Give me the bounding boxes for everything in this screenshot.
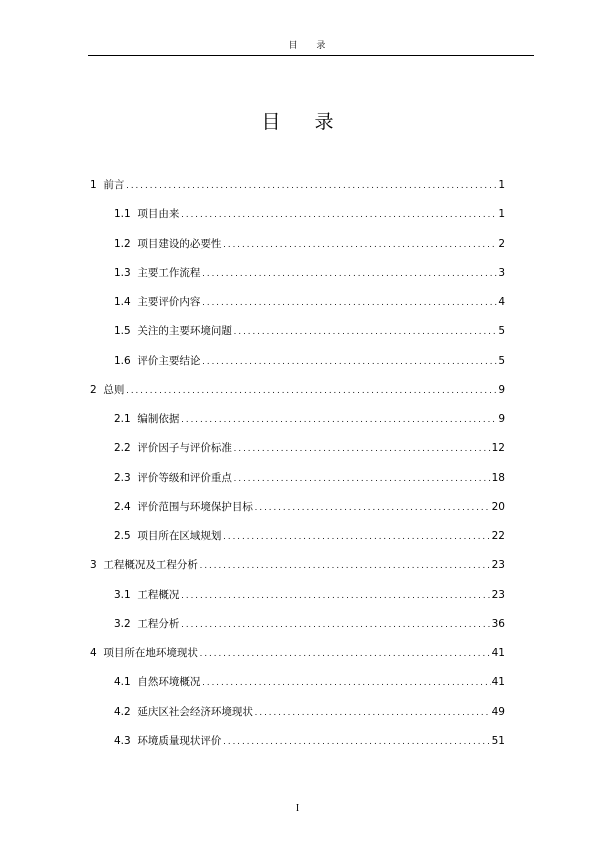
toc-entry-label: 编制依据: [137, 413, 180, 425]
toc-entry[interactable]: [90, 734, 505, 763]
toc-entry[interactable]: [90, 588, 505, 617]
toc-entry-number: 1.3: [114, 266, 131, 279]
toc-entry-title: [90, 178, 124, 192]
toc-entry-label: 工程概况: [137, 588, 180, 601]
toc-entry[interactable]: [90, 705, 505, 734]
toc-entry[interactable]: [90, 471, 505, 500]
toc-entry[interactable]: [90, 646, 505, 675]
document-title: 目 录: [261, 111, 348, 133]
toc-entry-number: 1.1: [114, 208, 131, 221]
toc-entry-label: 前言: [103, 179, 125, 191]
toc-entry-number: 4: [90, 647, 97, 659]
toc-entry-label: 自然环境概况: [137, 676, 201, 689]
toc-entry-number: 2.2: [114, 442, 131, 455]
toc-entry-number: 2.4: [114, 500, 131, 513]
toc-dot-leader: [180, 589, 490, 603]
toc-entry-page: 23: [491, 588, 505, 601]
toc-dot-leader: [201, 676, 490, 690]
toc-entry-title: [114, 471, 232, 485]
toc-entry-page: 1: [498, 179, 505, 191]
toc-entry-page: 22: [491, 530, 505, 542]
page-number: I: [295, 803, 300, 814]
toc-entry-title: [114, 705, 253, 719]
toc-entry-title: [90, 646, 198, 660]
toc-entry-page: 51: [491, 734, 505, 747]
toc-dot-leader: [199, 559, 491, 573]
toc-entry-label: 工程分析: [137, 617, 180, 630]
toc-entry-label: 主要评价内容: [137, 296, 201, 308]
toc-dot-leader: [201, 296, 497, 310]
toc-entry-number: 4.1: [114, 676, 131, 689]
toc-entry-number: 1.5: [114, 325, 131, 338]
toc-entry-title: [114, 237, 221, 251]
toc-entry-number: 2.1: [114, 413, 131, 425]
toc-entry-label: 项目所在区域规划: [137, 530, 222, 542]
toc-entry-label: 项目建设的必要性: [137, 237, 222, 250]
page-header: [88, 40, 534, 56]
table-of-contents: [90, 178, 505, 763]
toc-dot-leader: [233, 472, 491, 486]
toc-entry-page: 49: [491, 705, 505, 718]
page-header-text: 目 录: [288, 41, 334, 51]
toc-entry-page: 12: [491, 442, 505, 455]
toc-dot-leader: [125, 384, 497, 398]
toc-entry-number: 1.2: [114, 237, 131, 250]
toc-entry[interactable]: [90, 441, 505, 470]
toc-dot-leader: [199, 647, 491, 661]
toc-dot-leader: [180, 208, 497, 222]
toc-entry-number: 3.1: [114, 588, 131, 601]
toc-entry-page: 18: [491, 471, 505, 484]
toc-entry-number: 3: [90, 559, 97, 572]
toc-entry-label: 评价主要结论: [137, 354, 201, 367]
toc-entry-number: 3.2: [114, 617, 131, 630]
toc-entry-title: [114, 324, 232, 338]
toc-dot-leader: [125, 179, 497, 193]
toc-entry-title: [114, 617, 179, 631]
toc-dot-leader: [254, 501, 491, 515]
toc-entry-label: 环境质量现状评价: [137, 734, 222, 747]
toc-dot-leader: [201, 267, 497, 281]
toc-entry-page: 1: [498, 208, 505, 221]
toc-entry-title: [114, 441, 232, 455]
toc-entry[interactable]: [90, 207, 505, 236]
toc-entry-page: 9: [498, 383, 505, 396]
toc-entry-page: 20: [491, 500, 505, 513]
toc-entry-page: 41: [491, 647, 505, 659]
toc-entry-page: 2: [498, 237, 505, 250]
toc-entry-page: 4: [498, 296, 505, 308]
toc-entry[interactable]: [90, 237, 505, 266]
toc-entry[interactable]: [90, 324, 505, 353]
toc-entry-label: 工程概况及工程分析: [103, 559, 198, 572]
toc-entry-title: [90, 558, 198, 572]
toc-dot-leader: [222, 238, 497, 252]
toc-entry-label: 评价范围与环境保护目标: [137, 500, 253, 513]
toc-entry-title: [114, 266, 200, 280]
toc-entry-label: 主要工作流程: [137, 266, 201, 279]
toc-entry-page: 36: [491, 617, 505, 630]
toc-entry-page: 5: [498, 354, 505, 367]
toc-dot-leader: [233, 325, 497, 339]
toc-dot-leader: [180, 618, 490, 632]
toc-entry-title: [114, 734, 221, 748]
toc-entry-page: 5: [498, 325, 505, 338]
toc-entry-title: [114, 412, 179, 426]
toc-entry[interactable]: [90, 354, 505, 383]
toc-entry-title: [90, 383, 124, 397]
toc-dot-leader: [222, 530, 490, 544]
toc-dot-leader: [233, 442, 491, 456]
toc-entry-label: 延庆区社会经济环境现状: [137, 705, 253, 718]
toc-entry[interactable]: [90, 675, 505, 704]
toc-entry[interactable]: [90, 500, 505, 529]
toc-entry-title: [114, 295, 200, 309]
toc-entry-page: 9: [498, 413, 505, 425]
toc-dot-leader: [180, 413, 497, 427]
toc-entry-number: 1.6: [114, 354, 131, 367]
toc-entry-label: 评价等级和评价重点: [137, 471, 232, 484]
toc-entry[interactable]: [90, 383, 505, 412]
toc-entry[interactable]: [90, 617, 505, 646]
toc-entry[interactable]: [90, 558, 505, 587]
toc-dot-leader: [222, 735, 490, 749]
toc-entry-number: 2.5: [114, 530, 131, 542]
toc-entry-number: 1.4: [114, 296, 131, 308]
toc-entry-page: 3: [498, 266, 505, 279]
toc-entry-title: [114, 588, 179, 602]
toc-entry[interactable]: [90, 529, 505, 558]
toc-entry-number: 4.3: [114, 734, 131, 747]
toc-entry-title: [114, 529, 221, 543]
toc-entry-page: 41: [491, 676, 505, 689]
toc-entry-label: 项目由来: [137, 208, 180, 221]
toc-entry-title: [114, 207, 179, 221]
toc-entry[interactable]: [90, 412, 505, 441]
toc-dot-leader: [254, 706, 491, 720]
toc-entry-title: [114, 500, 253, 514]
toc-entry-number: 4.2: [114, 705, 131, 718]
toc-entry-title: [114, 675, 200, 689]
toc-entry-number: 2.3: [114, 471, 131, 484]
toc-entry[interactable]: [90, 266, 505, 295]
toc-entry-label: 项目所在地环境现状: [103, 647, 198, 659]
toc-entry-title: [114, 354, 200, 368]
toc-entry-number: 2: [90, 383, 97, 396]
toc-entry-label: 评价因子与评价标准: [137, 442, 232, 455]
toc-entry[interactable]: [90, 295, 505, 324]
toc-entry-label: 总则: [103, 383, 125, 396]
toc-entry-number: 1: [90, 179, 97, 191]
toc-entry[interactable]: [90, 178, 505, 207]
toc-entry-page: 23: [491, 559, 505, 572]
toc-dot-leader: [201, 355, 497, 369]
toc-entry-label: 关注的主要环境问题: [137, 325, 232, 338]
